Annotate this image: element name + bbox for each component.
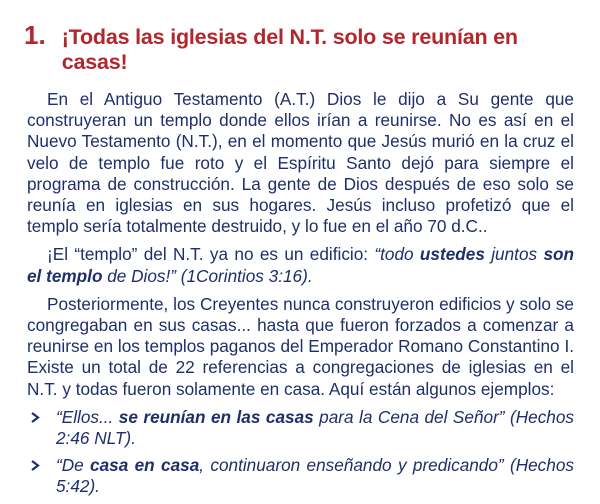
section-number: 1.: [24, 20, 46, 50]
examples-list: [27, 407, 574, 498]
section-title: ¡Todas las iglesias del N.T. solo se reunían en casas!: [61, 25, 518, 74]
quote-text: “todo: [374, 244, 420, 265]
example-text: “De: [56, 455, 91, 476]
quote-emphasis: son el templo: [27, 244, 574, 286]
paragraph-intro: ¡El “templo” del N.T. ya no es un edificio:: [47, 244, 375, 265]
quote-text: juntos: [484, 244, 544, 265]
section-heading: [24, 20, 584, 75]
example-text: “Ellos...: [56, 406, 119, 427]
list-item: [27, 455, 574, 497]
paragraph-old-testament: En el Antiguo Testamento (A.T.) Dios le dijo a Su gente que construyeran un templo donde ellos irían a reunirse. No es así en el Nuevo Testamento (N.T.), en el momento que Jesús murió en la cruz el velo de templo fue roto y el Espíritu Santo dejó para siempre el programa de construcción. La gente de Dios después de eso solo se reunía en iglesias en sus hogares. Jesús incluso profetizó que el templo sería totalmente destruido, y lo fue en el año 70 d.C..: [27, 89, 574, 237]
quote-emphasis: ustedes: [419, 244, 485, 265]
list-item: [27, 407, 574, 449]
example-emphasis: se reunían en las casas: [118, 406, 314, 427]
arrow-right-icon: [31, 412, 40, 423]
paragraph-new-temple: [27, 244, 574, 286]
arrow-right-icon: [31, 460, 40, 471]
example-emphasis: casa en casa: [90, 455, 200, 476]
article-body: [27, 89, 574, 504]
example-reference: para la Cena del Señor” (Hechos 2:46 NLT).: [56, 406, 574, 449]
quote-reference: de Dios!” (1Corintios 3:16).: [102, 265, 313, 286]
paragraph-believers: Posteriormente, los Creyentes nunca construyeron edificios y solo se congregaban en sus casas... hasta que fueron forzados a comenzar a reunirse en los templos paganos del Emperador Romano Constantino I. Existe un total de 22 referencias a congregaciones de iglesias en el N.T. y todas fueron solamente en casa. Aquí están algunos ejemplos:: [27, 293, 574, 399]
example-reference: , continuaron enseñando y predicando” (Hechos 5:42).: [56, 455, 574, 497]
